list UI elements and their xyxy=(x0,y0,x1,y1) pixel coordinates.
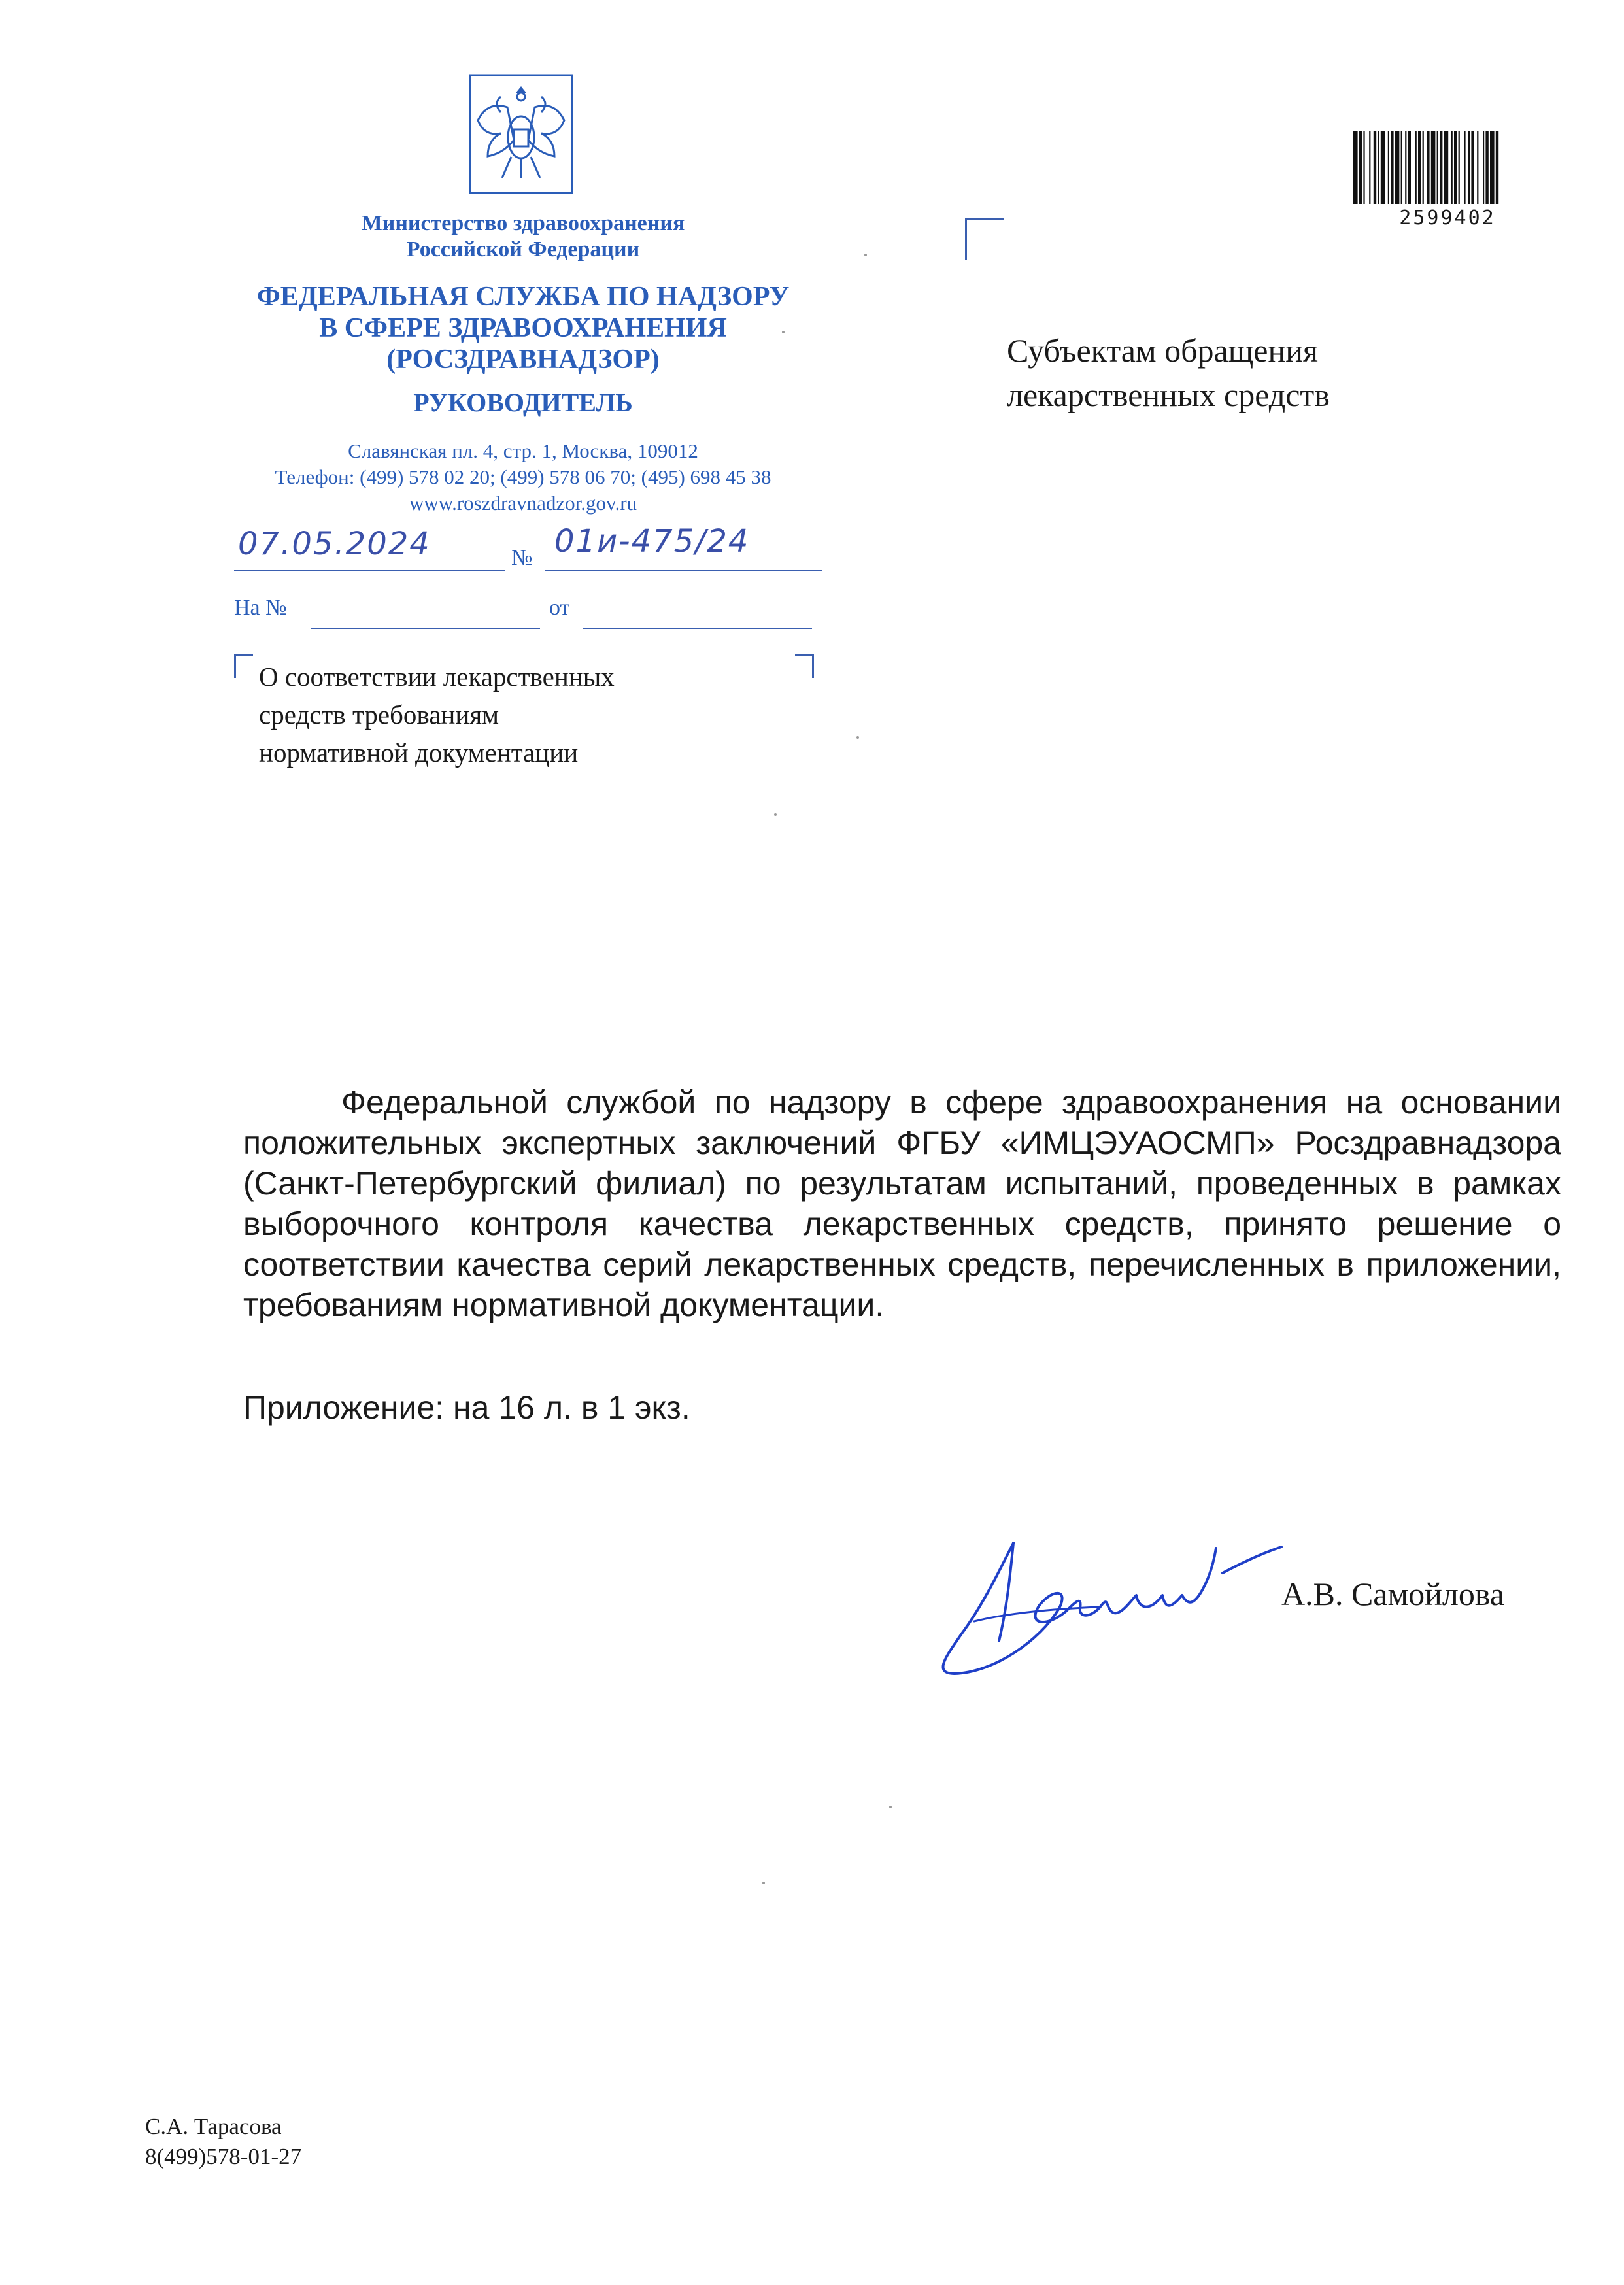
barcode-bar xyxy=(1415,131,1417,204)
service-name xyxy=(196,281,850,375)
reply-reference-line xyxy=(234,595,849,634)
reply-date-blank xyxy=(583,628,812,629)
barcode-bar xyxy=(1395,131,1400,204)
barcode-bar xyxy=(1451,131,1453,204)
barcode-bar xyxy=(1353,131,1358,204)
attachment-note: Приложение: на 16 л. в 1 экз. xyxy=(243,1389,690,1426)
number-sign: № xyxy=(511,546,533,570)
barcode-bar xyxy=(1477,131,1478,204)
letter-body: Федеральной службой по надзору в сфере здравоохранения на основании положительных экспертных заключений ФГБУ «ИМЦЭУАОСМП» Росздравнадзора (Санкт-Петербургский филиал) по результатам испытаний, проведенных в рамках выборочного контроля качества лекарственных средств, принято решение о соответствии качества серий лекарственных средств, перечисленных в приложении, требованиям нормативной документации. xyxy=(243,1084,1561,1323)
addressee-line-1: Субъектам обращения xyxy=(1007,332,1318,369)
barcode-bar xyxy=(1391,131,1393,204)
barcode-bar xyxy=(1363,131,1364,204)
executor-phone: 8(499)578-01-27 xyxy=(145,2144,302,2169)
registration-number: 01и-475/24 xyxy=(554,523,750,560)
barcode-bar xyxy=(1401,131,1402,204)
executor-info xyxy=(145,2112,301,2172)
handwritten-signature xyxy=(935,1497,1301,1693)
subject-bracket-left xyxy=(234,654,253,678)
service-line-2: В СФЕРЕ ЗДРАВООХРАНЕНИЯ xyxy=(319,313,727,343)
barcode-bar xyxy=(1440,131,1442,204)
barcode-bar xyxy=(1459,131,1460,204)
website: www.roszdravnadzor.gov.ru xyxy=(409,492,637,515)
addressee-line-2: лекарственных средств xyxy=(1007,377,1330,413)
address: Славянская пл. 4, стр. 1, Москва, 109012 xyxy=(348,439,698,462)
barcode-number: 2599402 xyxy=(1399,207,1496,229)
barcode-bar xyxy=(1378,131,1379,204)
barcode-bar xyxy=(1405,131,1406,204)
scan-speck xyxy=(856,736,859,739)
barcode-bar xyxy=(1464,131,1465,204)
barcode-bar xyxy=(1408,131,1411,204)
barcode-bar xyxy=(1471,131,1474,204)
barcode xyxy=(1349,129,1546,208)
service-line-3: (РОСЗДРАВНАДЗОР) xyxy=(386,345,660,375)
ministry-name xyxy=(235,211,811,263)
addressee xyxy=(1007,328,1491,417)
barcode-bar xyxy=(1423,131,1424,204)
scan-speck xyxy=(782,331,785,333)
scan-speck xyxy=(774,813,777,816)
barcode-bar xyxy=(1431,131,1436,204)
head-title: РУКОВОДИТЕЛЬ xyxy=(413,388,633,417)
barcode-bar xyxy=(1496,131,1498,204)
russian-coat-of-arms-icon xyxy=(468,73,574,195)
barcode-bar xyxy=(1444,131,1449,204)
letter-subject xyxy=(259,658,808,771)
ministry-line-1: Министерство здравоохранения xyxy=(361,211,685,235)
reply-number-blank xyxy=(311,628,540,629)
registration-line xyxy=(234,523,875,581)
scan-speck xyxy=(762,1882,765,1884)
barcode-bar xyxy=(1359,131,1362,204)
subject-line-3: нормативной документации xyxy=(259,737,579,768)
contacts-block xyxy=(196,438,850,516)
executor-name: С.А. Тарасова xyxy=(145,2114,282,2139)
barcode-bar xyxy=(1437,131,1438,204)
barcode-bar xyxy=(1485,131,1488,204)
subject-line-1: О соответствии лекарственных xyxy=(259,662,615,692)
reply-number-label: На № xyxy=(234,596,287,620)
barcode-bar xyxy=(1427,131,1429,204)
addressee-bracket xyxy=(965,218,1004,260)
phones: Телефон: (499) 578 02 20; (499) 578 06 70; (495) 698 45 38 xyxy=(275,465,771,488)
barcode-bar xyxy=(1369,131,1370,204)
reply-from-label: от xyxy=(549,596,570,620)
ministry-line-2: Российской Федерации xyxy=(406,237,640,262)
registration-date: 07.05.2024 xyxy=(238,526,431,562)
barcode-bar xyxy=(1374,131,1376,204)
barcode-bar xyxy=(1381,131,1385,204)
scan-speck xyxy=(889,1806,892,1808)
barcode-bar xyxy=(1454,131,1457,204)
scan-speck xyxy=(864,254,867,256)
barcode-bar xyxy=(1468,131,1470,204)
barcode-bar xyxy=(1490,131,1495,204)
barcode-bar xyxy=(1418,131,1421,204)
subject-line-2: средств требованиям xyxy=(259,700,499,730)
signer-name: А.В. Самойлова xyxy=(1281,1576,1504,1612)
barcode-bar xyxy=(1388,131,1389,204)
barcode-bar xyxy=(1483,131,1484,204)
service-line-1: ФЕДЕРАЛЬНАЯ СЛУЖБА ПО НАДЗОРУ xyxy=(256,282,790,312)
